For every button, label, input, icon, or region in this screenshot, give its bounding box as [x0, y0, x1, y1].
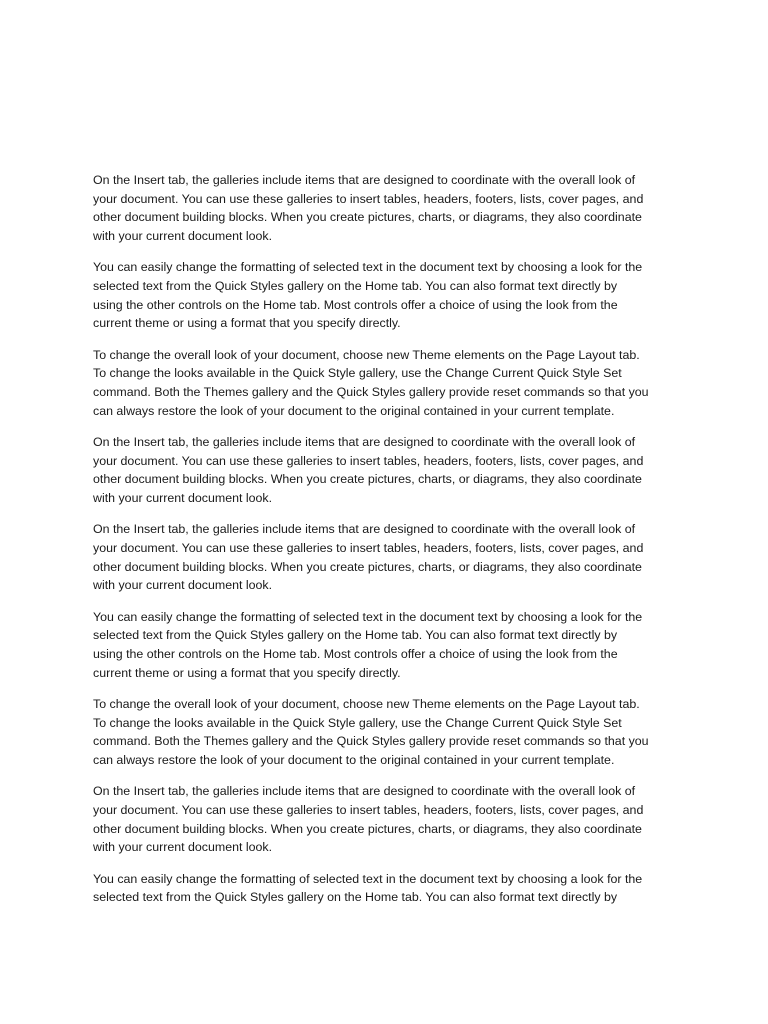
paragraph-line: other document building blocks. When you create pictures, charts, or diagrams, they also coordinate: [93, 472, 642, 487]
paragraph-line: your document. You can use these galleries to insert tables, headers, footers, lists, cover pages, and: [93, 453, 644, 468]
paragraph-2: [93, 258, 683, 333]
paragraph-line: command. Both the Themes gallery and the Quick Styles gallery provide reset commands so that you: [93, 734, 649, 749]
paragraph-line: other document building blocks. When you create pictures, charts, or diagrams, they also coordinate: [93, 210, 642, 225]
paragraph-1: [93, 171, 683, 246]
paragraph-line: can always restore the look of your document to the original contained in your current template.: [93, 403, 615, 418]
paragraph-line: your document. You can use these galleries to insert tables, headers, footers, lists, cover pages, and: [93, 191, 644, 206]
paragraph-7: [93, 695, 683, 770]
paragraph-5: [93, 520, 683, 595]
paragraph-line: with your current document look.: [93, 578, 273, 593]
paragraph-line: other document building blocks. When you create pictures, charts, or diagrams, they also coordinate: [93, 559, 642, 574]
paragraph-line: On the Insert tab, the galleries include items that are designed to coordinate with the overall look of: [93, 522, 636, 537]
paragraph-line: selected text from the Quick Styles gallery on the Home tab. You can also format text directly by: [93, 628, 618, 643]
paragraph-line: On the Insert tab, the galleries include items that are designed to coordinate with the overall look of: [93, 784, 636, 799]
paragraph-6: [93, 608, 683, 683]
paragraph-line: your document. You can use these galleries to insert tables, headers, footers, lists, cover pages, and: [93, 802, 644, 817]
paragraph-line: command. Both the Themes gallery and the Quick Styles gallery provide reset commands so that you: [93, 385, 649, 400]
paragraph-line: selected text from the Quick Styles gallery on the Home tab. You can also format text directly by: [93, 890, 618, 905]
paragraph-line: On the Insert tab, the galleries include items that are designed to coordinate with the overall look of: [93, 434, 636, 449]
paragraph-line: You can easily change the formatting of selected text in the document text by choosing a look for the: [93, 871, 643, 886]
paragraph-8: [93, 782, 683, 857]
paragraph-line: To change the looks available in the Quick Style gallery, use the Change Current Quick Style Set: [93, 366, 622, 381]
paragraph-line: with your current document look.: [93, 840, 273, 855]
paragraph-line: other document building blocks. When you create pictures, charts, or diagrams, they also coordinate: [93, 821, 642, 836]
paragraph-line: current theme or using a format that you specify directly.: [93, 316, 401, 331]
paragraph-line: with your current document look.: [93, 491, 273, 506]
paragraph-line: selected text from the Quick Styles gallery on the Home tab. You can also format text directly by: [93, 279, 618, 294]
paragraph-line: You can easily change the formatting of selected text in the document text by choosing a look for the: [93, 260, 643, 275]
paragraph-line: with your current document look.: [93, 229, 273, 244]
paragraph-line: using the other controls on the Home tab. Most controls offer a choice of using the look from the: [93, 297, 618, 312]
paragraph-line: your document. You can use these galleries to insert tables, headers, footers, lists, cover pages, and: [93, 540, 644, 555]
document-body: [93, 171, 683, 919]
paragraph-line: You can easily change the formatting of selected text in the document text by choosing a look for the: [93, 609, 643, 624]
paragraph-line: using the other controls on the Home tab. Most controls offer a choice of using the look from the: [93, 646, 618, 661]
paragraph-4: [93, 433, 683, 508]
paragraph-line: To change the overall look of your document, choose new Theme elements on the Page Layout tab.: [93, 347, 640, 362]
paragraph-line: To change the overall look of your document, choose new Theme elements on the Page Layout tab.: [93, 696, 640, 711]
paragraph-line: On the Insert tab, the galleries include items that are designed to coordinate with the overall look of: [93, 173, 636, 187]
paragraph-3: [93, 346, 683, 421]
paragraph-line: To change the looks available in the Quick Style gallery, use the Change Current Quick Style Set: [93, 715, 622, 730]
paragraph-line: can always restore the look of your document to the original contained in your current template.: [93, 752, 615, 767]
paragraph-9: [93, 870, 683, 907]
paragraph-line: current theme or using a format that you specify directly.: [93, 665, 401, 680]
